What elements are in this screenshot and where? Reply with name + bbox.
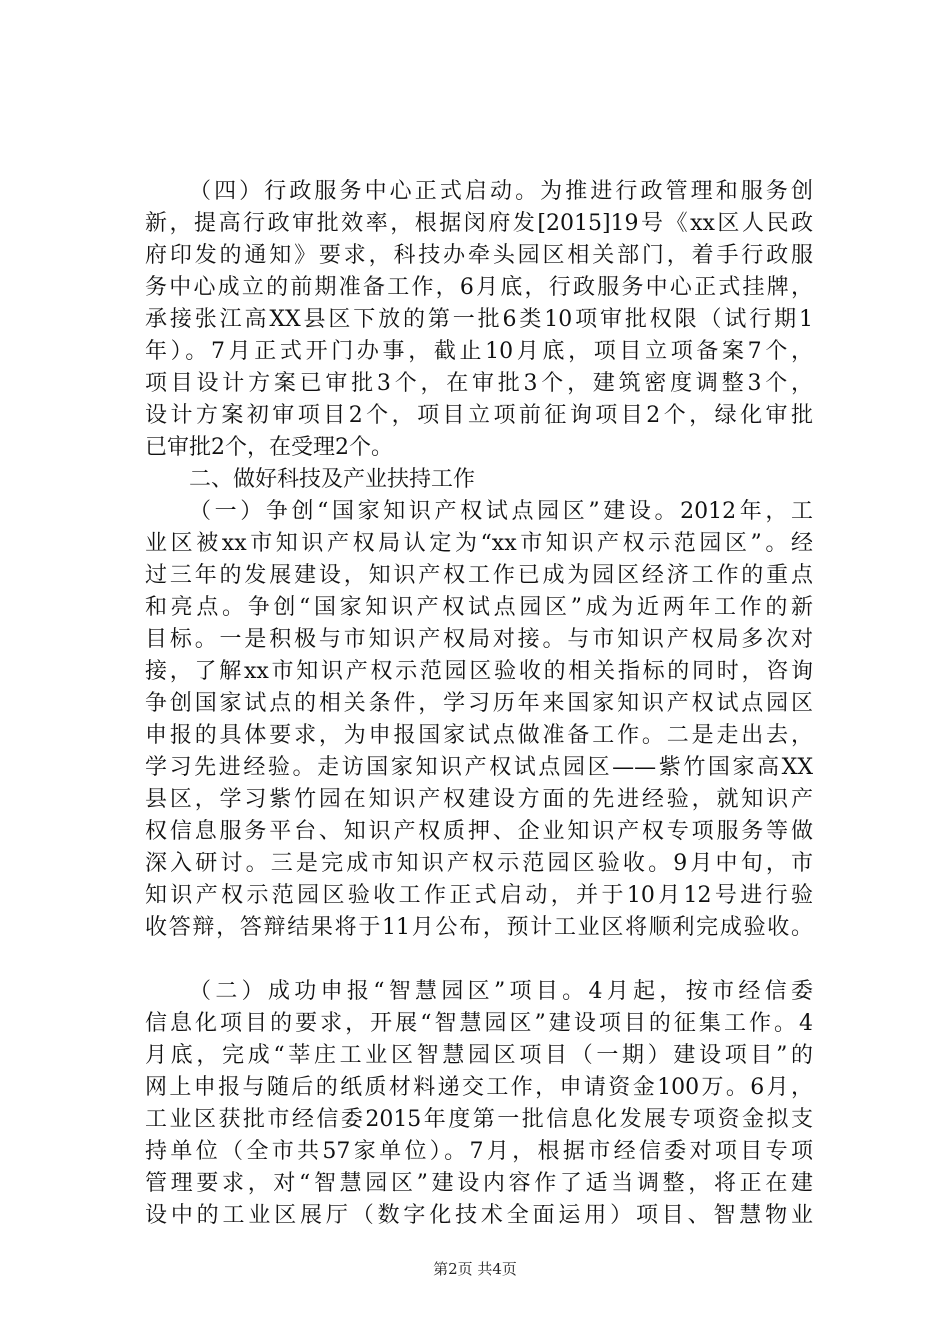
paragraph-line: 争创国家试点的相关条件，学习历年来国家知识产权试点园区 <box>145 691 813 716</box>
paragraph-line: 承接张江高XX县区下放的第一批6类10项审批权限（试行期1 <box>145 307 813 332</box>
paragraph-line: 和亮点。争创“国家知识产权试点园区”成为近两年工作的新 <box>145 595 813 620</box>
paragraph-line: 学习先进经验。走访国家知识产权试点园区——紫竹国家高XX <box>145 755 813 780</box>
paragraph-line: 管理要求，对“智慧园区”建设内容作了适当调整，将正在建 <box>145 1171 813 1196</box>
paragraph-line: 知识产权示范园区验收工作正式启动，并于10月12号进行验 <box>145 883 813 908</box>
section-heading: 二、做好科技及产业扶持工作 <box>189 467 476 492</box>
paragraph-line: （二）成功申报“智慧园区”项目。4月起，按市经信委 <box>189 979 813 1004</box>
paragraph-line: 项目设计方案已审批3个，在审批3个，建筑密度调整3个， <box>145 371 813 396</box>
paragraph-line: 收答辩，答辩结果将于11月公布，预计工业区将顺利完成验收。 <box>145 915 813 940</box>
paragraph-line: 月底，完成“莘庄工业区智慧园区项目（一期）建设项目”的 <box>145 1043 813 1068</box>
paragraph-line: 业区被xx市知识产权局认定为“xx市知识产权示范园区”。经 <box>145 531 813 556</box>
paragraph-line: （一）争创“国家知识产权试点园区”建设。2012年，工 <box>189 499 813 524</box>
paragraph-gap <box>145 944 813 976</box>
paragraph-line: 持单位（全市共57家单位）。7月，根据市经信委对项目专项 <box>145 1139 813 1164</box>
paragraph-line: 工业区获批市经信委2015年度第一批信息化发展专项资金拟支 <box>145 1107 813 1132</box>
paragraph-line: 过三年的发展建设，知识产权工作已成为园区经济工作的重点 <box>145 563 813 588</box>
section-administrative-service <box>145 176 813 1232</box>
paragraph-line: 深入研讨。三是完成市知识产权示范园区验收。9月中旬，市 <box>145 851 813 876</box>
paragraph-line: （四）行政服务中心正式启动。为推进行政管理和服务创 <box>189 179 813 204</box>
paragraph-line: 年）。7月正式开门办事，截止10月底，项目立项备案7个， <box>145 339 813 364</box>
paragraph-line: 目标。一是积极与市知识产权局对接。与市知识产权局多次对 <box>145 627 813 652</box>
paragraph-line: 信息化项目的要求，开展“智慧园区”建设项目的征集工作。4 <box>145 1011 813 1036</box>
paragraph-line: 申报的具体要求，为申报国家试点做准备工作。二是走出去， <box>145 723 813 748</box>
page-number-footer: 第2页 共4页 <box>433 1260 517 1278</box>
paragraph-line: 网上申报与随后的纸质材料递交工作，申请资金100万。6月， <box>145 1075 813 1100</box>
paragraph-line: 务中心成立的前期准备工作，6月底，行政服务中心正式挂牌， <box>145 275 813 300</box>
paragraph-line: 设计方案初审项目2个，项目立项前征询项目2个，绿化审批 <box>145 403 813 428</box>
paragraph-line: 县区，学习紫竹园在知识产权建设方面的先进经验，就知识产 <box>145 787 813 812</box>
paragraph-line: 权信息服务平台、知识产权质押、企业知识产权专项服务等做 <box>145 819 813 844</box>
paragraph-line: 已审批2个，在受理2个。 <box>145 435 393 460</box>
paragraph-line: 府印发的通知》要求，科技办牵头园区相关部门，着手行政服 <box>145 243 813 268</box>
paragraph-line: 设中的工业区展厅（数字化技术全面运用）项目、智慧物业 <box>145 1203 813 1228</box>
paragraph-line: 新，提高行政审批效率，根据闵府发[2015]19号《xx区人民政 <box>145 211 813 236</box>
paragraph-line: 接，了解xx市知识产权示范园区验收的相关指标的同时，咨询 <box>145 659 813 684</box>
